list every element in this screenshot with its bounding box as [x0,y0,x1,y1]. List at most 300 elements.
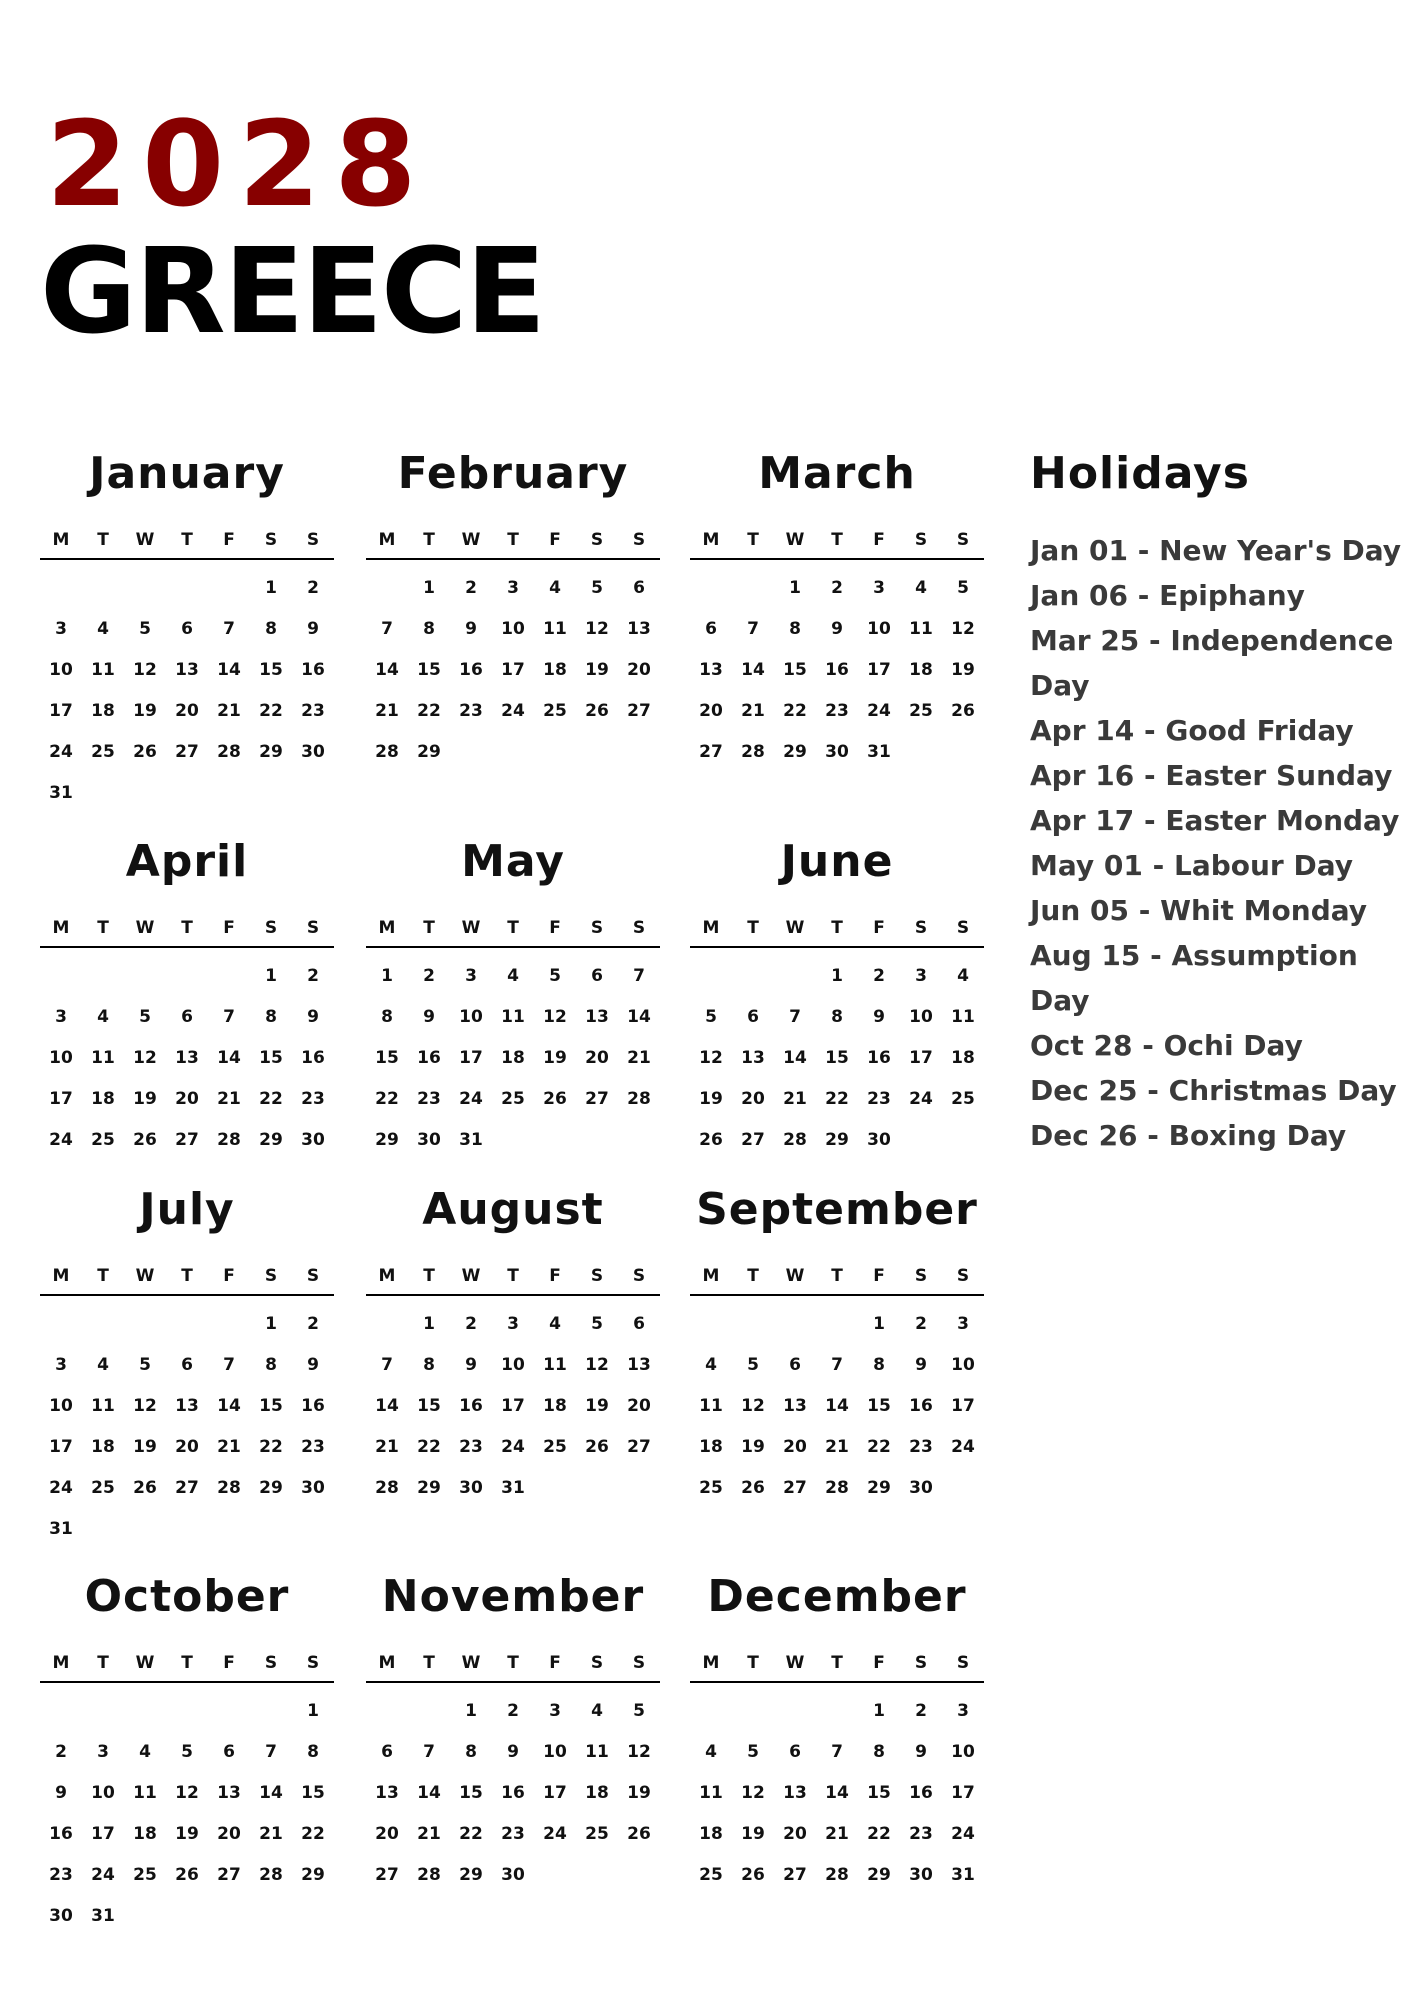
day-cell: 29 [417,742,441,762]
day-cell: 25 [699,1478,723,1498]
day-cell: 15 [301,1783,325,1803]
day-cell: 10 [951,1355,975,1375]
weekday-label: T [97,1266,109,1286]
empty-day-cell [690,956,732,997]
day-grid [40,560,334,814]
day-cell: 11 [501,1007,525,1027]
day-cell: 5 [139,1355,151,1375]
day-cell: 23 [867,1089,891,1109]
day-cell: 25 [91,742,115,762]
day-cell: 8 [831,1007,843,1027]
day-cell: 7 [633,966,645,986]
day-cell: 23 [417,1089,441,1109]
holiday-item: Dec 25 - Christmas Day [1030,1074,1397,1107]
day-grid [690,948,984,1161]
weekday-label: W [785,530,805,550]
day-cell: 20 [783,1437,807,1457]
month-november [366,1571,660,1896]
weekday-label: S [590,918,604,938]
day-cell: 24 [543,1824,567,1844]
day-cell: 14 [259,1783,283,1803]
weekday-label: F [223,918,235,938]
day-cell: 6 [705,619,717,639]
day-cell: 3 [465,966,477,986]
weekday-label: M [52,530,70,550]
empty-day-cell [40,1691,82,1732]
day-cell: 1 [265,1314,277,1334]
day-cell: 15 [417,660,441,680]
day-cell: 22 [867,1824,891,1844]
day-cell: 20 [741,1089,765,1109]
day-cell: 27 [217,1865,241,1885]
day-cell: 7 [223,619,235,639]
month-title: November [381,1571,645,1622]
day-cell: 25 [951,1089,975,1109]
empty-day-cell [816,1304,858,1345]
weekday-label: T [747,1653,759,1673]
day-cell: 25 [585,1824,609,1844]
empty-day-cell [82,1691,124,1732]
day-cell: 24 [49,1478,73,1498]
day-cell: 3 [915,966,927,986]
empty-day-cell [774,1691,816,1732]
weekday-label: T [507,1266,519,1286]
day-cell: 16 [301,1396,325,1416]
day-cell: 28 [825,1865,849,1885]
weekday-label: S [264,1266,278,1286]
day-cell: 17 [49,1437,73,1457]
weekday-label: W [461,1266,481,1286]
day-cell: 22 [867,1437,891,1457]
month-title: May [461,836,565,887]
day-cell: 1 [465,1701,477,1721]
day-cell: 14 [627,1007,651,1027]
day-cell: 2 [465,1314,477,1334]
day-cell: 3 [55,619,67,639]
day-cell: 21 [627,1048,651,1068]
day-cell: 30 [301,742,325,762]
day-cell: 21 [217,1437,241,1457]
day-cell: 16 [825,660,849,680]
day-cell: 15 [417,1396,441,1416]
day-cell: 12 [585,619,609,639]
weekday-label: M [702,918,720,938]
weekday-label: F [873,1653,885,1673]
day-cell: 8 [873,1355,885,1375]
day-cell: 15 [259,660,283,680]
day-cell: 26 [741,1865,765,1885]
day-cell: 5 [705,1007,717,1027]
day-cell: 2 [465,578,477,598]
day-cell: 19 [951,660,975,680]
day-cell: 19 [543,1048,567,1068]
day-cell: 16 [459,660,483,680]
weekday-label: F [223,530,235,550]
day-cell: 13 [585,1007,609,1027]
day-cell: 1 [265,578,277,598]
day-cell: 16 [909,1783,933,1803]
day-cell: 20 [783,1824,807,1844]
month-title: February [397,448,629,499]
day-cell: 17 [951,1783,975,1803]
day-cell: 18 [585,1783,609,1803]
day-cell: 16 [49,1824,73,1844]
empty-day-cell [82,956,124,997]
day-cell: 28 [417,1865,441,1885]
day-grid [366,1683,660,1896]
weekday-header [366,918,660,948]
day-cell: 1 [873,1314,885,1334]
day-cell: 3 [549,1701,561,1721]
day-cell: 21 [259,1824,283,1844]
day-cell: 4 [139,1742,151,1762]
holiday-item: Jan 06 - Epiphany [1030,579,1305,612]
weekday-label: W [461,530,481,550]
day-cell: 23 [909,1437,933,1457]
day-cell: 8 [789,619,801,639]
day-cell: 1 [873,1701,885,1721]
weekday-label: T [747,918,759,938]
day-cell: 16 [301,1048,325,1068]
day-cell: 27 [699,742,723,762]
day-cell: 11 [585,1742,609,1762]
day-cell: 19 [585,1396,609,1416]
day-cell: 25 [699,1865,723,1885]
day-cell: 31 [951,1865,975,1885]
day-cell: 19 [741,1437,765,1457]
day-cell: 24 [459,1089,483,1109]
weekday-label: M [378,918,396,938]
empty-day-cell [732,956,774,997]
day-cell: 3 [507,1314,519,1334]
day-cell: 2 [915,1701,927,1721]
day-cell: 23 [909,1824,933,1844]
weekday-label: S [632,530,646,550]
day-cell: 17 [49,701,73,721]
day-cell: 11 [91,660,115,680]
day-cell: 17 [49,1089,73,1109]
day-cell: 12 [133,1048,157,1068]
day-cell: 17 [951,1396,975,1416]
day-cell: 27 [175,742,199,762]
day-cell: 15 [375,1048,399,1068]
day-cell: 16 [501,1783,525,1803]
day-cell: 5 [957,578,969,598]
country-heading: GREECE [40,222,545,360]
weekday-label: W [135,1266,155,1286]
day-cell: 11 [133,1783,157,1803]
month-title: December [707,1571,967,1622]
holiday-item: Apr 17 - Easter Monday [1030,804,1400,837]
empty-day-cell [732,568,774,609]
weekday-label: S [306,530,320,550]
day-cell: 10 [501,619,525,639]
day-cell: 4 [97,1007,109,1027]
day-cell: 2 [873,966,885,986]
day-cell: 15 [867,1783,891,1803]
day-cell: 9 [831,619,843,639]
day-cell: 2 [307,578,319,598]
day-cell: 19 [133,701,157,721]
empty-day-cell [208,568,250,609]
weekday-label: W [461,918,481,938]
day-cell: 15 [825,1048,849,1068]
holiday-item: Dec 26 - Boxing Day [1030,1119,1347,1152]
day-cell: 26 [627,1824,651,1844]
day-cell: 6 [789,1355,801,1375]
day-grid [690,560,984,773]
day-cell: 10 [909,1007,933,1027]
day-cell: 26 [741,1478,765,1498]
weekday-label: F [549,530,561,550]
month-title: August [422,1184,604,1235]
day-cell: 30 [909,1865,933,1885]
weekday-header [690,918,984,948]
day-cell: 29 [459,1865,483,1885]
empty-day-cell [366,1304,408,1345]
day-cell: 24 [501,1437,525,1457]
weekday-label: T [423,530,435,550]
weekday-label: T [831,530,843,550]
day-cell: 5 [139,1007,151,1027]
day-cell: 12 [951,619,975,639]
day-cell: 24 [951,1824,975,1844]
day-cell: 21 [417,1824,441,1844]
weekday-label: M [378,530,396,550]
weekday-label: M [52,1653,70,1673]
day-grid [40,1296,334,1550]
day-cell: 29 [259,1130,283,1150]
day-cell: 21 [375,1437,399,1457]
empty-day-cell [124,568,166,609]
day-cell: 22 [259,1089,283,1109]
day-cell: 30 [867,1130,891,1150]
weekday-label: S [956,918,970,938]
weekday-label: S [632,1266,646,1286]
day-cell: 24 [501,701,525,721]
year-heading: 2028 [46,95,431,233]
day-cell: 9 [465,1355,477,1375]
weekday-header [40,918,334,948]
day-cell: 9 [465,619,477,639]
day-cell: 26 [585,701,609,721]
holiday-item: Apr 16 - Easter Sunday [1030,759,1393,792]
day-cell: 3 [55,1007,67,1027]
month-title: April [125,836,249,887]
day-cell: 24 [951,1437,975,1457]
day-cell: 30 [459,1478,483,1498]
day-cell: 4 [915,578,927,598]
day-cell: 26 [951,701,975,721]
weekday-label: S [914,1266,928,1286]
day-cell: 22 [301,1824,325,1844]
empty-day-cell [166,568,208,609]
day-cell: 13 [627,619,651,639]
day-cell: 22 [417,1437,441,1457]
day-cell: 10 [501,1355,525,1375]
day-cell: 29 [375,1130,399,1150]
day-cell: 8 [265,619,277,639]
weekday-label: S [306,1653,320,1673]
day-cell: 19 [133,1089,157,1109]
day-cell: 24 [49,1130,73,1150]
day-cell: 12 [133,1396,157,1416]
day-cell: 1 [423,578,435,598]
day-cell: 18 [909,660,933,680]
day-cell: 28 [375,1478,399,1498]
day-cell: 12 [627,1742,651,1762]
day-cell: 13 [175,1048,199,1068]
day-cell: 6 [181,619,193,639]
day-cell: 13 [783,1783,807,1803]
day-cell: 14 [217,660,241,680]
day-cell: 7 [265,1742,277,1762]
empty-day-cell [690,1691,732,1732]
day-cell: 27 [783,1865,807,1885]
weekday-header [40,530,334,560]
weekday-label: T [831,1266,843,1286]
day-cell: 20 [699,701,723,721]
holiday-item: May 01 - Labour Day [1030,849,1354,882]
day-cell: 13 [627,1355,651,1375]
weekday-header [690,1653,984,1683]
day-cell: 20 [585,1048,609,1068]
day-cell: 27 [175,1478,199,1498]
empty-day-cell [40,1304,82,1345]
day-cell: 2 [507,1701,519,1721]
day-cell: 3 [97,1742,109,1762]
day-cell: 26 [133,1478,157,1498]
weekday-label: F [549,918,561,938]
day-cell: 31 [501,1478,525,1498]
day-cell: 26 [543,1089,567,1109]
day-cell: 9 [307,1355,319,1375]
empty-day-cell [40,568,82,609]
empty-day-cell [124,956,166,997]
day-cell: 7 [381,619,393,639]
weekday-label: T [831,1653,843,1673]
day-cell: 3 [873,578,885,598]
day-cell: 4 [591,1701,603,1721]
weekday-label: W [461,1653,481,1673]
day-cell: 12 [741,1783,765,1803]
weekday-header [690,530,984,560]
day-cell: 15 [459,1783,483,1803]
month-title: September [696,1184,978,1235]
day-cell: 12 [585,1355,609,1375]
holiday-item: Oct 28 - Ochi Day [1030,1029,1303,1062]
day-cell: 28 [741,742,765,762]
day-cell: 5 [633,1701,645,1721]
day-cell: 13 [699,660,723,680]
day-cell: 2 [307,966,319,986]
day-cell: 14 [783,1048,807,1068]
day-cell: 9 [55,1783,67,1803]
day-cell: 9 [307,619,319,639]
weekday-label: T [831,918,843,938]
weekday-header [690,1266,984,1296]
weekday-label: T [97,918,109,938]
month-title: June [780,836,894,887]
empty-day-cell [774,1304,816,1345]
day-cell: 29 [867,1478,891,1498]
day-cell: 27 [783,1478,807,1498]
day-cell: 15 [783,660,807,680]
day-cell: 12 [543,1007,567,1027]
day-cell: 23 [49,1865,73,1885]
month-january [40,448,334,814]
day-cell: 6 [633,578,645,598]
weekday-label: F [873,918,885,938]
month-title: July [139,1184,235,1235]
day-cell: 14 [217,1396,241,1416]
weekday-label: S [632,918,646,938]
day-cell: 8 [465,1742,477,1762]
day-cell: 26 [585,1437,609,1457]
day-grid [690,1296,984,1509]
day-cell: 30 [909,1478,933,1498]
day-cell: 30 [49,1906,73,1926]
day-cell: 24 [909,1089,933,1109]
weekday-label: M [702,530,720,550]
day-cell: 5 [747,1742,759,1762]
day-cell: 29 [259,1478,283,1498]
weekday-label: F [223,1266,235,1286]
day-cell: 4 [507,966,519,986]
day-cell: 6 [591,966,603,986]
month-title: March [758,448,916,499]
day-cell: 5 [747,1355,759,1375]
weekday-label: W [785,1653,805,1673]
day-cell: 30 [501,1865,525,1885]
day-cell: 1 [307,1701,319,1721]
weekday-label: T [181,1266,193,1286]
day-cell: 14 [217,1048,241,1068]
day-cell: 2 [423,966,435,986]
day-cell: 28 [259,1865,283,1885]
day-cell: 7 [223,1007,235,1027]
day-cell: 17 [91,1824,115,1844]
day-cell: 7 [831,1742,843,1762]
month-title: October [84,1571,290,1622]
empty-day-cell [408,1691,450,1732]
day-cell: 22 [783,701,807,721]
weekday-label: T [423,1653,435,1673]
empty-day-cell [166,956,208,997]
weekday-label: T [747,1266,759,1286]
day-cell: 22 [259,1437,283,1457]
day-cell: 18 [699,1824,723,1844]
day-cell: 24 [91,1865,115,1885]
day-cell: 26 [133,742,157,762]
day-cell: 13 [217,1783,241,1803]
day-cell: 28 [217,1478,241,1498]
weekday-label: S [306,1266,320,1286]
empty-day-cell [82,1304,124,1345]
day-cell: 10 [49,1048,73,1068]
month-june [690,836,984,1161]
day-cell: 3 [957,1701,969,1721]
day-cell: 15 [259,1396,283,1416]
weekday-label: M [702,1653,720,1673]
day-cell: 27 [585,1089,609,1109]
day-grid [366,1296,660,1509]
empty-day-cell [690,568,732,609]
day-cell: 6 [381,1742,393,1762]
day-cell: 6 [181,1007,193,1027]
weekday-label: S [632,1653,646,1673]
month-february [366,448,660,773]
